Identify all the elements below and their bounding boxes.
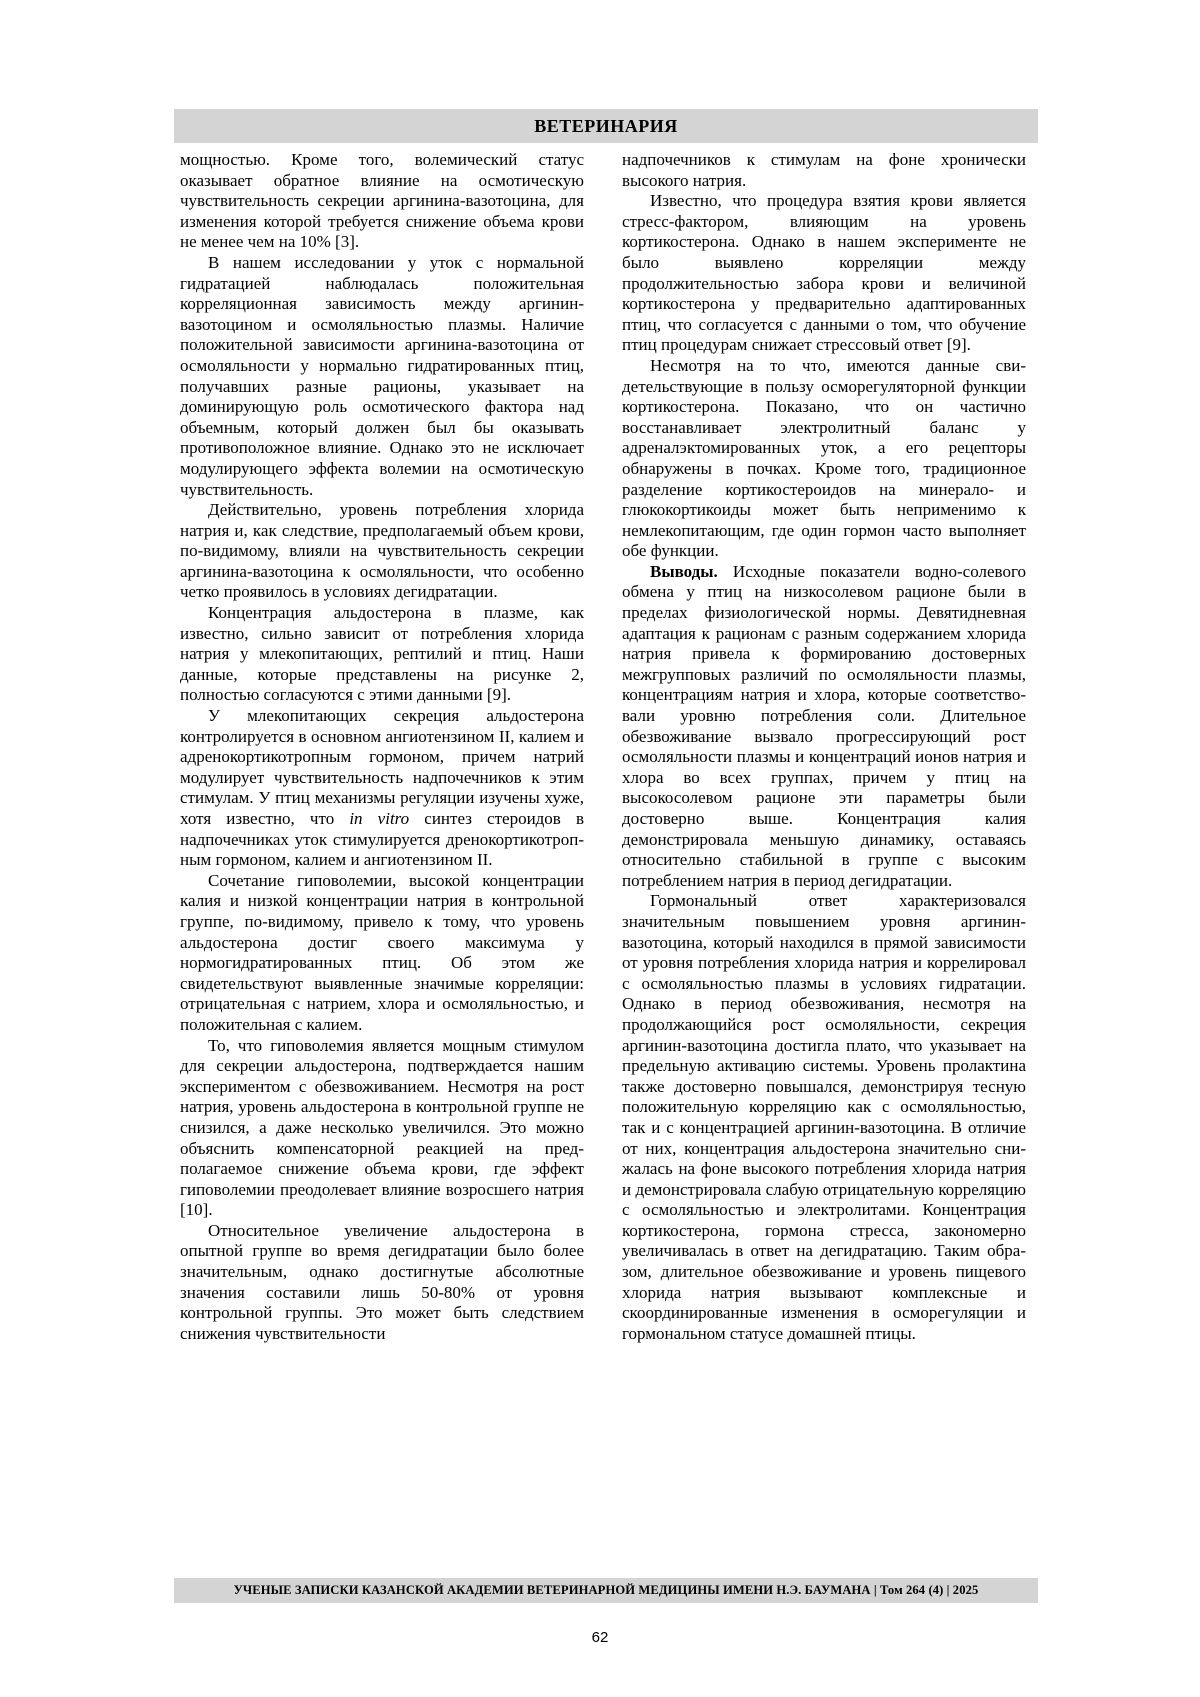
paragraph: Известно, что процедура взятия крови является стресс-фактором, влияющим на уровень кортикостерона. Однако в нашем эксперименте не было выявлено корреляции между продолжительностью забора крови и величиной кортикостерона у предварительно адаптированных птиц, что согласуется с данными о том, что обучение птиц процедурам снижает стрессовый ответ [9]. [622, 191, 1026, 355]
section-header [174, 109, 1038, 143]
paragraph: В нашем исследовании у уток с нормальной гидратацией наблюдалась положительная корреляционная зависимость между аргинин-вазотоцином и осмоляльностью плазмы. Наличие положительной зависимости аргинина-вазотоцина от осмоляльности у нормально гидратированных птиц, получавших разные рационы, указывает на доминирующую роль осмотического фактора над объемным, который должен был бы оказывать противоположное влияние. Однако это не исключает модулирующего эффекта волемии на осмотическую чувствительность. [180, 252, 584, 499]
journal-name: УЧЕНЫЕ ЗАПИСКИ КАЗАНСКОЙ АКАДЕМИИ ВЕТЕРИНАРНОЙ МЕДИЦИНЫ ИМЕНИ Н.Э. БАУМАНА | Том 264 (4) | 2025 [233, 1583, 979, 1597]
paragraph: Гормональный ответ характеризовался значительным повышением уровня аргинин-вазотоцина, который находился в прямой зависимости от уровня потребления хлорида натрия и коррелировал с осмоляльностью плазмы в условиях гидратации. Однако в период обезвоживания, несмотря на продолжающийся рост осмоляльности, секреция аргинин-вазотоцина достигла плато, что указывает на предельную активацию системы. Уровень пролактина также достоверно повышался, демонстрируя тесную положительную корреляцию как с осмоляльностью, так и с концентрацией аргинин-вазотоцина. В отличие от них, концентрация альдостерона значительно снижалась на фоне высокого потребления хлорида натрия и демонстрировала слабую отрицательную корреляцию с осмоляльностью и электролитами. Концентрация кортикостерона, гормона стресса, закономерно увеличивалась в ответ на дегидратацию. Таким образом, длительное обезвоживание и уровень пищевого хлорида натрия вызывают комплексные и скоординированные изменения в осморегуляции и гормональном статусе домашней птицы. [622, 891, 1026, 1343]
paragraph-text: У млекопитающих секреция альдостерона контролируется в основном ангиотензином II, калием и адренокортикотропным гормоном, причем натрий модулирует чувствительность надпочечников к этим стимулам. У птиц механизмы регуляции изучены хуже, хотя известно, что [180, 706, 584, 828]
journal-footer [174, 1578, 1038, 1603]
paragraph: Относительное увеличение альдостерона в опытной группе во время дегидратации было более значительным, однако достигнутые абсолютные значения составили лишь 50-80% от уровня контрольной группы. Это может быть следствием снижения чувствительности [180, 1220, 584, 1343]
left-column [180, 150, 584, 1344]
paragraph-text: синтез стероидов в надпочечниках уток стимулируется дренокортикотропным гормоном, калием и ангиотензином II. [180, 809, 584, 870]
italic-term: in vitro [349, 809, 410, 828]
right-column [622, 150, 1026, 1344]
conclusions-label: Выводы. [650, 561, 718, 581]
paragraph: надпочечников к стимулам на фоне хронически высокого натрия. [622, 150, 1026, 190]
paragraph: мощностью. Кроме того, волемический статус оказывает обратное влияние на осмотическую чувствительность секреции аргинина-вазотоцина, для изменения которой требуется снижение объема крови не менее чем на 10% [3]. [180, 150, 584, 252]
paragraph: Действительно, уровень потребления хлорида натрия и, как следствие, предполагаемый объем крови, по-видимому, влияли на чувствительность секреции аргинина-вазотоцина к осмоляльности, что особенно четко проявилось в условиях дегидратации. [180, 500, 584, 602]
paragraph-text: Исходные показатели водно-солевого обмена у птиц на низкосолевом рационе были в пределах физиологической нормы. Девятидневная адаптация к рационам с разным содержанием хлорида натрия привела к формированию достоверных межгрупповых различий по осмоляльности плазмы, концентрациям натрия и хлора, которые соответствовали уровню потребления соли. Длительное обезвоживание вызвало прогрессирующий рост осмоляльности плазмы и концентраций ионов натрия и хлора во всех группах, причем у птиц на высокосолевом рационе эти параметры были достоверно выше. Концентрация калия демонстрировала меньшую динамику, оставаясь относительно стабильной в группе с высоким потреблением натрия в период дегидратации. [622, 561, 1026, 890]
paragraph: Концентрация альдостерона в плазме, как известно, сильно зависит от потребления хлорида натрия у млекопитающих, рептилий и птиц. Наши данные, которые представлены на рисунке 2, полностью согласуются с этими данными [9]. [180, 603, 584, 705]
paragraph: То, что гиповолемия является мощным стимулом для секреции альдостерона, подтверждается нашим экспериментом с обезвоживанием. Несмотря на рост натрия, уровень альдостерона в контрольной группе не снизился, а даже несколько увеличился. Это можно объяснить компенсаторной реакцией на предполагаемое снижение объема крови, где эффект гиповолемии преодолевает влияние возросшего натрия [10]. [180, 1035, 584, 1220]
page-number: 62 [591, 1629, 609, 1646]
paragraph [180, 706, 584, 871]
conclusions-paragraph [622, 562, 1026, 892]
paragraph: Сочетание гиповолемии, высокой концентрации калия и низкой концентрации натрия в контрольной группе, по-видимому, привело к тому, что уровень альдостерона достиг своего максимума у нормогидратированных птиц. Об этом же свидетельствуют выявленные значимые корреляции: отрицательная с натрием, хлора и осмоляльностью, и положительная с калием. [180, 870, 584, 1034]
paragraph: Несмотря на то что, имеются данные свидетельствующие в пользу осморегуляторной функции кортикостерона. Показано, что он частично восстанавливает электролитный баланс у адреналэктомированных уток, а его рецепторы обнаружены в почках. Кроме того, традиционное разделение кортикостероидов на минерало- и глюкокортикоиды может быть неприменимо к немлекопитающим, где один гормон часто выполняет обе функции. [622, 355, 1026, 561]
section-title: ВЕТЕРИНАРИЯ [534, 115, 678, 136]
